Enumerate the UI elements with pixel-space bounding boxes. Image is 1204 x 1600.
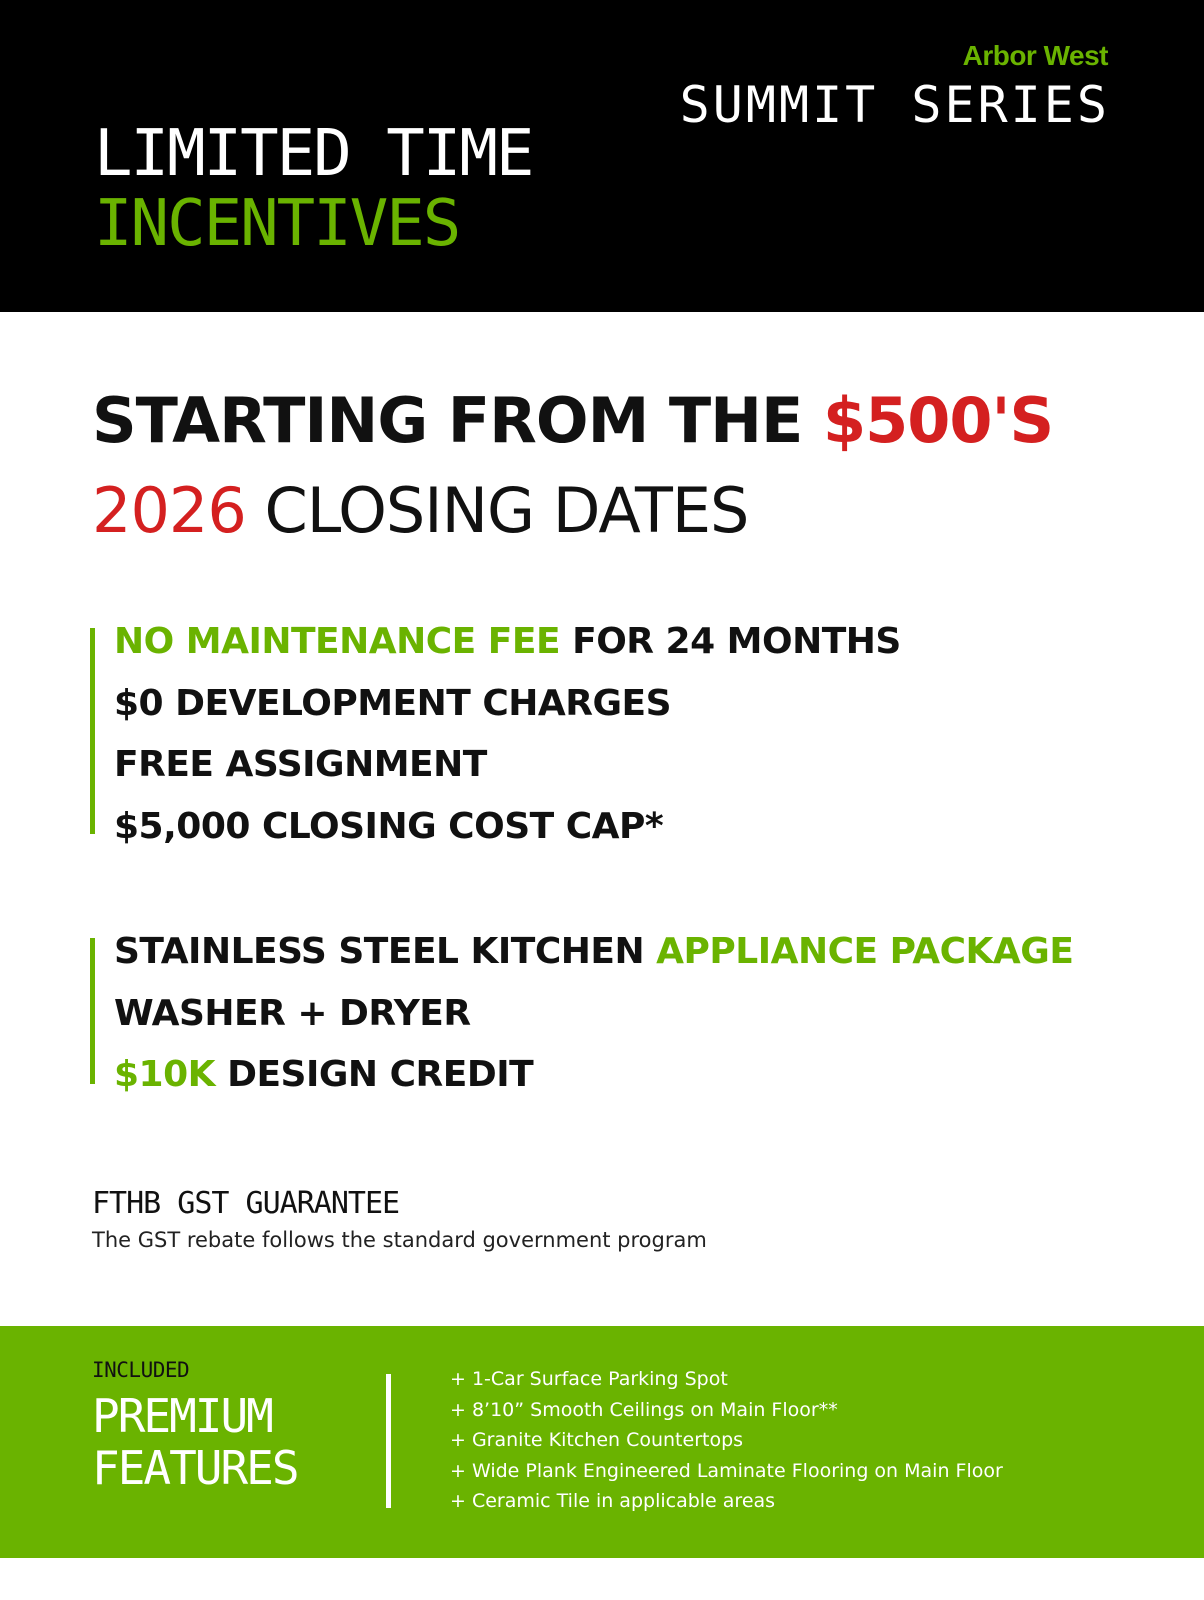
- incentive-closing-cost-cap: $5,000 CLOSING COST CAP*: [114, 806, 664, 847]
- closing-suffix: CLOSING DATES: [245, 474, 749, 547]
- incentive-highlight: $10K: [114, 1054, 216, 1095]
- fthb-subtitle: The GST rebate follows the standard government program: [92, 1228, 707, 1252]
- feature-item: + Wide Plank Engineered Laminate Flooring on Main Floor: [450, 1459, 1003, 1482]
- footer-included-label: INCLUDED: [92, 1358, 190, 1382]
- starting-price-value: $500'S: [823, 384, 1054, 457]
- footer-divider: [386, 1374, 391, 1508]
- incentive-highlight: APPLIANCE PACKAGE: [656, 931, 1074, 972]
- headline-incentives: INCENTIVES: [94, 187, 460, 261]
- brand-name: Arbor West: [962, 40, 1108, 71]
- starting-price-line: [92, 384, 1053, 457]
- incentive-washer-dryer: WASHER + DRYER: [114, 993, 471, 1034]
- closing-year: 2026: [92, 474, 246, 547]
- feature-list: [450, 1364, 1003, 1517]
- incentive-text: DESIGN CREDIT: [215, 1054, 534, 1095]
- incentive-development-charges: $0 DEVELOPMENT CHARGES: [114, 683, 672, 724]
- incentive-highlight: NO MAINTENANCE FEE: [114, 621, 561, 662]
- starting-price-prefix: STARTING FROM THE: [92, 384, 823, 457]
- feature-item: + 8’10” Smooth Ceilings on Main Floor**: [450, 1398, 838, 1421]
- feature-item: + 1-Car Surface Parking Spot: [450, 1368, 728, 1390]
- incentive-text: FOR 24 MONTHS: [560, 621, 901, 662]
- incentive-maintenance-fee: [114, 620, 901, 664]
- footer-premium-label: PREMIUM: [92, 1389, 272, 1443]
- closing-dates-line: [92, 474, 748, 547]
- footer-features-label: FEATURES: [92, 1441, 298, 1495]
- group-accent-bar: [90, 938, 95, 1084]
- series-name: SUMMIT SERIES: [679, 76, 1110, 134]
- group-accent-bar: [90, 628, 95, 834]
- fthb-title: FTHB GST GUARANTEE: [92, 1186, 400, 1221]
- incentive-design-credit: [114, 1053, 533, 1097]
- headline-limited-time: LIMITED TIME: [94, 117, 533, 191]
- incentive-text: STAINLESS STEEL KITCHEN: [114, 931, 657, 972]
- incentive-free-assignment: FREE ASSIGNMENT: [114, 744, 487, 785]
- feature-item: + Granite Kitchen Countertops: [450, 1429, 744, 1451]
- feature-item: + Ceramic Tile in applicable areas: [450, 1490, 776, 1512]
- incentive-appliance-package: [114, 930, 1073, 974]
